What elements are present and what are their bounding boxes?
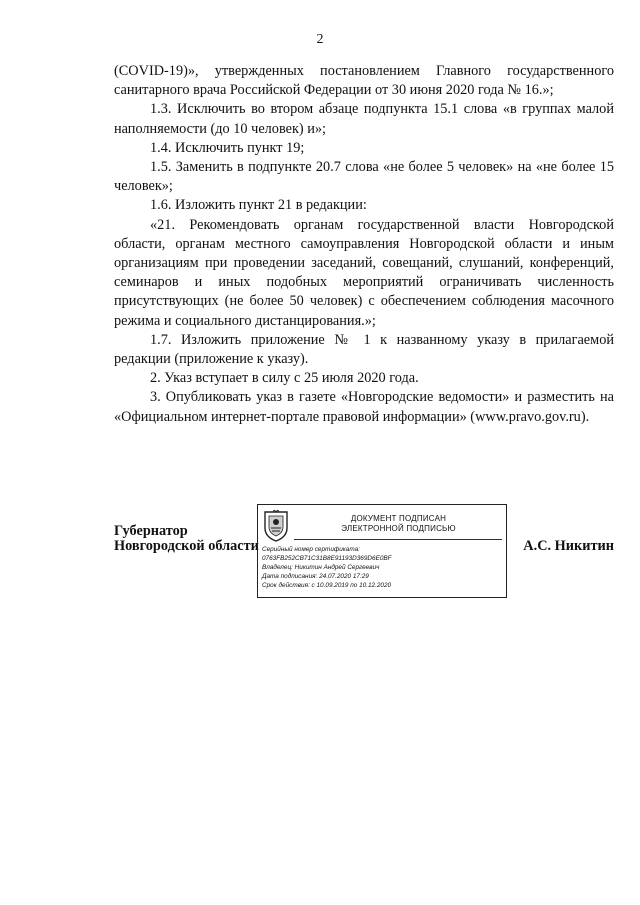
esign-serial-label: Серийный номер сертификата:	[262, 546, 360, 553]
paragraph-covid-continuation: (COVID-19)», утвержденных постановлением Главного государственного санитарного врача Российской Федерации от 30 июня 2020 года № 16.»;	[114, 63, 614, 99]
esign-owner: Владелец: Никитин Андрей Сергеевич	[262, 564, 380, 571]
signer-name: А.С. Никитин	[523, 538, 614, 554]
signer-position-line2: Новгородской области	[114, 538, 259, 554]
signature-block	[114, 504, 614, 604]
signer-position	[114, 524, 259, 554]
signer-position-line1: Губернатор	[114, 523, 188, 539]
paragraph-item-1-7: 1.7. Изложить приложение № 1 к названному указу в прилагаемой редакции (приложение к указу).	[114, 331, 614, 368]
esign-divider	[294, 539, 502, 540]
paragraph-item-1-5: 1.5. Заменить в подпункте 20.7 слова «не более 5 человек» на «не более 15 человек»;	[114, 159, 614, 195]
esign-title-line1: ДОКУМЕНТ ПОДПИСАН	[350, 514, 447, 523]
esign-serial-value: 0763FB252CB71C31B8E91193D369D6E0BF	[262, 555, 392, 562]
page-number: 2	[316, 32, 324, 47]
paragraph-item-3: 3. Опубликовать указ в газете «Новгородские ведомости» и разместить на «Официальном интернет-портале правовой информации» (www.pravo.gov.ru).	[114, 389, 614, 425]
esign-details	[262, 545, 502, 590]
paragraph-item-1-6: 1.6. Изложить пункт 21 в редакции:	[150, 197, 367, 214]
paragraph-item-2: 2. Указ вступает в силу с 25 июля 2020 года.	[150, 370, 419, 387]
esign-title	[296, 514, 501, 534]
document-body	[114, 62, 614, 427]
esign-validity: Срок действия: с 10.09.2019 по 10.12.2020	[262, 582, 392, 589]
coat-of-arms-icon	[263, 510, 289, 542]
paragraph-point-21: «21. Рекомендовать органам государственной власти Новгородской области, органам местного самоуправления Новгородской области и иным организациям при проведении заседаний, совещаний, слушаний, конференций, семинаров и иных подобных мероприятий ограничивать численность присутствующих (не более 50 человек) с обеспечением соблюдения масочного режима и социального дистанцирования.»;	[114, 216, 614, 329]
electronic-signature-stamp	[257, 504, 507, 598]
paragraph-item-1-3: 1.3. Исключить во втором абзаце подпункта 15.1 слова «в группах малой наполняемости (до 10 человек) и»;	[114, 101, 614, 137]
esign-signed-date: Дата подписания: 24.07.2020 17:29	[262, 573, 369, 580]
esign-title-line2: ЭЛЕКТРОННОЙ ПОДПИСЬЮ	[341, 524, 456, 533]
paragraph-item-1-4: 1.4. Исключить пункт 19;	[150, 139, 305, 156]
